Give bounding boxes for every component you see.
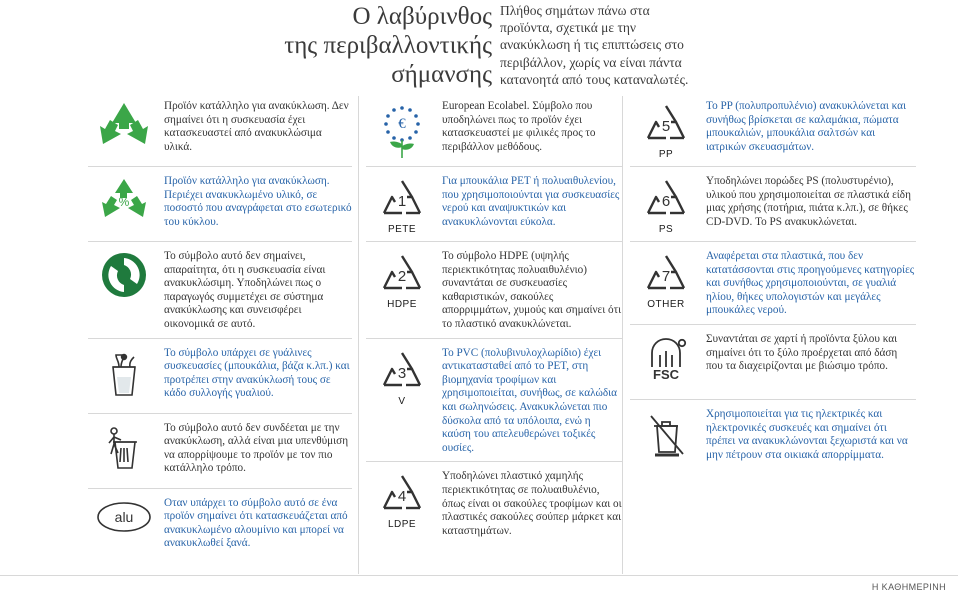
svg-text:7: 7 [661, 268, 671, 285]
fsc-tree-icon [630, 331, 702, 381]
svg-text:alu: alu [114, 508, 134, 525]
resin-code-label: PP [658, 149, 674, 160]
list-item-text: Για μπουκάλια PET ή πολυαιθυλενίου, που χρησιμοποιούνται για συσκευασίες νερού και αναψυκτικών και ανακυκλώνονται εύκολα. [442, 175, 620, 228]
header [0, 0, 958, 92]
svg-text:FSC: FSC [653, 366, 679, 381]
glass-recycling-bin-icon [88, 345, 160, 401]
resin-code-1-icon [366, 173, 438, 235]
list-item-text: Χρησιμοποιείται για τις ηλεκτρικές και ηλεκτρονικές συσκευές και σημαίνει ότι πρέπει να ανακυκλώνονται ξεχωριστά και να μην πέτρουν στα οικιακά απορρίμματα. [706, 407, 908, 461]
svg-text:4: 4 [397, 488, 407, 506]
resin-code-5-icon [630, 98, 702, 160]
list-item [88, 242, 352, 339]
eu-ecolabel-flower-icon [366, 98, 438, 160]
list-item-text: Προϊόν κατάλληλο για ανακύκλωση. Δεν σημαίνει ότι η συσκευασία έχει κατασκευαστεί από ανακυκλώσιμα υλικά. [164, 100, 349, 153]
list-item [630, 400, 916, 474]
footer-divider [0, 575, 958, 576]
svg-text:1: 1 [397, 193, 407, 210]
list-item [630, 167, 916, 242]
title-line-2: της περιβαλλοντικής [284, 32, 492, 59]
list-item [630, 92, 916, 167]
column-middle [366, 92, 622, 544]
weee-crossed-out-bin-icon [630, 406, 702, 460]
list-item-text: Το σύμβολο αυτό δεν σημαίνει, απαραίτητα, ότι η συσκευασία είναι ανακυκλώσιμη. Υποδηλώνει πως ο παραγωγός συμμετέχει σε σύστημα ανακύκλωσης και συνεισφέρει οικονομικά σε αυτό. [164, 250, 326, 330]
title-line-3: σήμανσης [391, 61, 492, 88]
list-item [366, 462, 622, 544]
column-divider-1 [358, 96, 359, 574]
list-item-text: Αναφέρεται στα πλαστικά, που δεν κατατάσσονται στις προηγούμενες κατηγορίες και συνήθως χρησιμοποιούνται, σε γυαλιά ηλίου, θήκες υπολογιστών και μεγάλες μπουκάλες νερού. [706, 250, 915, 317]
resin-code-4-icon [366, 468, 438, 530]
list-item [88, 414, 352, 489]
column-divider-2 [622, 96, 623, 574]
column-left [88, 92, 352, 563]
list-item-text: Προϊόν κατάλληλο για ανακύκλωση. Περιέχει ανακυκλωμένο υλικό, σε ποσοστό που αναγράφεται στο εσωτερικό του κύκλου. [164, 175, 352, 228]
resin-code-label: V [398, 395, 406, 407]
list-item [88, 339, 352, 414]
title-line-1: Ο λαβύρινθος [352, 3, 492, 30]
resin-code-2-icon [366, 248, 438, 310]
column-right [630, 92, 916, 474]
svg-text:%: % [118, 195, 130, 209]
mobius-loop-percent-icon [88, 173, 160, 225]
resin-code-label: OTHER [647, 299, 685, 310]
list-item-text: Υποδηλώνει πορώδες PS (πολυστυρένιο), υλικού που χρησιμοποιείται σε πλαστικά είδη μιας χρήσης (ποτήρια, πιάτα κ.λπ.), σε θήκες CD-DVD. Το PS ανακυκλώνεται. [706, 175, 911, 228]
resin-code-label: PS [658, 224, 674, 235]
svg-text:3: 3 [397, 364, 407, 382]
resin-code-label: HDPE [387, 299, 417, 310]
alu-aluminium-icon [88, 495, 160, 537]
list-item [366, 242, 622, 339]
tidyman-bin-icon [88, 420, 160, 474]
list-item [630, 242, 916, 325]
list-item [88, 92, 352, 167]
list-item-text: Το σύμβολο HDPE (υψηλής περιεκτικότητας πολυαιθυλένιο) συναντάται σε συσκευασίες καθαριστικών, σακούλες απορριμμάτων, χυμούς και σημαίνει ότι το πλαστικό ανακυκλώνεται. [442, 250, 622, 330]
list-item-text: Υποδηλώνει πλαστικό χαμηλής περιεκτικότητας σε πολυαιθυλένιο, όπως είναι οι σακούλες τροφίμων και οι πλαστικές σακούλες σούπερ μάρκετ και καταστημάτων. [442, 470, 622, 537]
svg-text:6: 6 [661, 193, 671, 210]
list-item-text: European Ecolabel. Σύμβολο που υποδηλώνει πως το προϊόν έχει κατασκευαστεί με φιλικές προς το περιβάλλον μεθόδους. [442, 100, 596, 153]
list-item-text: Το σύμβολο αυτό δεν συνδέεται με την ανακύκλωση, αλλά είναι μια υπενθύμιση να απορρίψουμε το προϊόν με τον πιο κατάλληλο τρόπο. [164, 421, 349, 475]
resin-code-label: LDPE [387, 519, 417, 531]
svg-text:€: € [398, 116, 406, 132]
list-item-text: Το PVC (πολυβινυλοχλωρίδιο) έχει αντικατασταθεί από το PET, στη βιομηχανία τροφίμων και χρησιμοποιείται, συνήθως, σε καλώδια και σωληνώσεις. Ανακυκλώνεται πιο δύσκολα από τα υπόλοιπα, ενώ η καύση του απελευθερώνει τοξικές ουσίες. [442, 346, 618, 454]
list-item-text: Το PP (πολυπροπυλένιο) ανακυκλώνεται και συνήθως βρίσκεται σε καλαμάκια, πώματα μπουκαλιών, μπουκάλια σαλτσών και ιατρικών σκευασμάτων. [706, 100, 907, 153]
list-item [366, 92, 622, 167]
list-item [366, 339, 622, 463]
list-item [630, 325, 916, 400]
mobius-loop-green-icon [88, 98, 160, 152]
resin-code-label: PETE [387, 224, 417, 235]
resin-code-3-icon [366, 345, 438, 407]
page-title [150, 2, 492, 89]
list-item [366, 167, 622, 242]
resin-code-7-icon [630, 248, 702, 310]
list-item [88, 489, 352, 563]
list-item [88, 167, 352, 242]
resin-code-6-icon [630, 173, 702, 235]
header-subtitle: Πλήθος σημάτων πάνω στα προϊόντα, σχετικά με την ανακύκλωση ή τις επιπτώσεις στο περιβάλλον, χωρίς να είναι πάντα κατανοητά από τους καταναλωτές. [500, 3, 689, 87]
svg-text:5: 5 [661, 118, 671, 135]
footer-credit: Η ΚΑΘΗΜΕΡΙΝΗ [871, 582, 946, 592]
list-item-text: Το σύμβολο υπάρχει σε γυάλινες συσκευασίες (μπουκάλια, βάζα κ.λπ.) και προτρέπει στην ανακύκλωσή τους σε κάδο συλλογής γυαλιού. [164, 346, 350, 400]
svg-text:2: 2 [397, 268, 407, 285]
green-dot-icon [88, 248, 160, 300]
list-item-text: Οταν υπάρχει το σύμβολο αυτό σε ένα προϊόν σημαίνει ότι κατασκευάζεται από ανακυκλωμένο αλουμίνιο και μπορεί να ανακυκλωθεί ξανά. [164, 496, 348, 550]
list-item-text: Συναντάται σε χαρτί ή προϊόντα ξύλου και σημαίνει ότι το ξύλο προέρχεται από δάση που τα διαχειρίζονται με βιώσιμο τρόπο. [706, 332, 898, 373]
